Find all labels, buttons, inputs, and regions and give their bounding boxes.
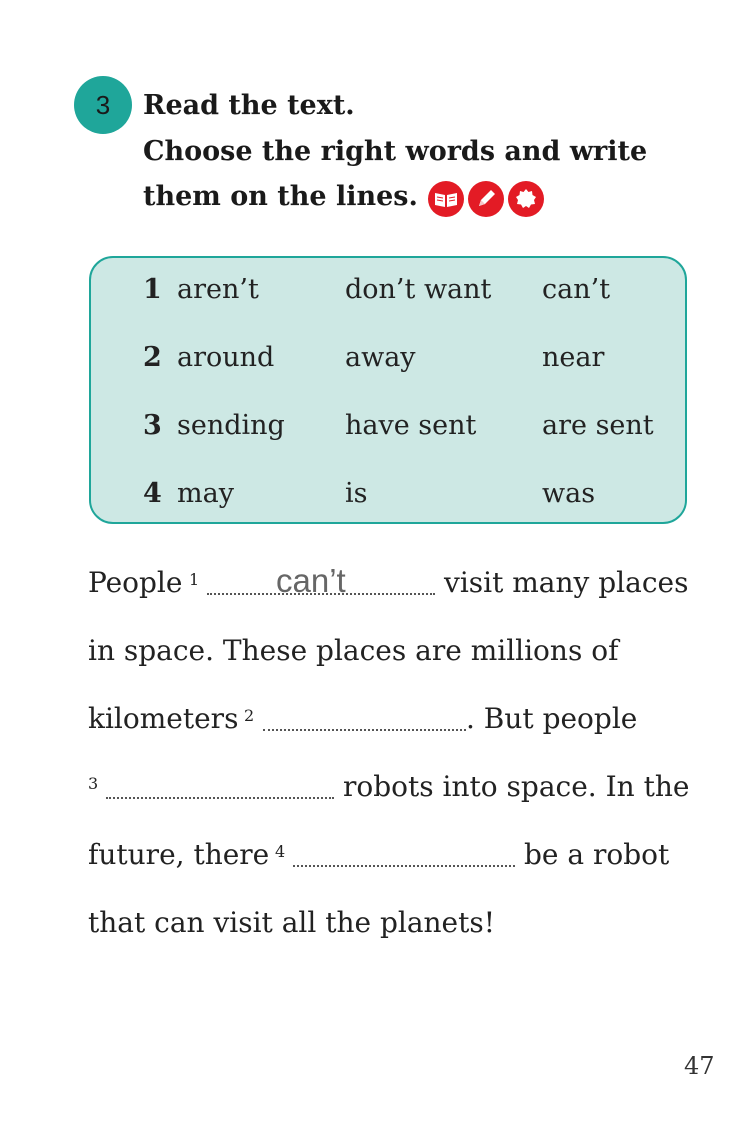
instruction-line-3: them on the lines. [143, 181, 418, 212]
choice-row-number: 3 [143, 410, 162, 441]
choice-option: don’t want [345, 274, 492, 305]
example-answer: can’t [276, 562, 346, 599]
choice-option: may [177, 478, 234, 509]
star-badge-icon [508, 181, 544, 217]
passage-text: People [88, 566, 183, 599]
passage-text: kilometers [88, 702, 239, 735]
choice-option: have sent [345, 410, 477, 441]
page-number: 47 [684, 1052, 715, 1080]
choice-row-1 [91, 274, 685, 314]
exercise-number-badge [74, 76, 132, 134]
choice-row-number: 2 [143, 342, 162, 373]
passage-text: in space. These places are millions of [88, 634, 619, 667]
book-icon [428, 181, 464, 217]
instruction-line-1: Read the text. [143, 90, 355, 121]
choice-row-3 [91, 410, 685, 450]
blank-number: 1 [189, 570, 200, 589]
choice-option: near [542, 342, 605, 373]
choice-option: around [177, 342, 275, 373]
passage-text: future, there [88, 838, 270, 871]
passage-text: be a robot [524, 838, 670, 871]
answer-blank-2[interactable] [263, 729, 466, 731]
passage-text: . But people [466, 702, 638, 735]
choice-row-number: 4 [143, 478, 162, 509]
choice-option: was [542, 478, 596, 509]
word-choice-box [89, 256, 687, 524]
passage-text: robots into space. In the [343, 770, 690, 803]
passage-text: that can visit all the planets! [88, 906, 495, 939]
choice-option: are sent [542, 410, 654, 441]
blank-number: 2 [244, 706, 255, 725]
blank-number: 4 [275, 842, 286, 861]
answer-blank-3[interactable] [106, 797, 334, 799]
choice-option: away [345, 342, 416, 373]
choice-option: can’t [542, 274, 611, 305]
pencil-icon [468, 181, 504, 217]
choice-row-number: 1 [143, 274, 162, 305]
choice-row-4 [91, 478, 685, 518]
choice-option: sending [177, 410, 285, 441]
skill-icons [428, 181, 544, 217]
choice-option: is [345, 478, 368, 509]
choice-row-2 [91, 342, 685, 382]
instruction-line-2: Choose the right words and write [143, 136, 648, 167]
answer-blank-4[interactable] [293, 865, 515, 867]
passage-text: visit many places [444, 566, 689, 599]
choice-option: aren’t [177, 274, 259, 305]
blank-number: 3 [88, 774, 99, 793]
exercise-number: 3 [95, 89, 111, 120]
